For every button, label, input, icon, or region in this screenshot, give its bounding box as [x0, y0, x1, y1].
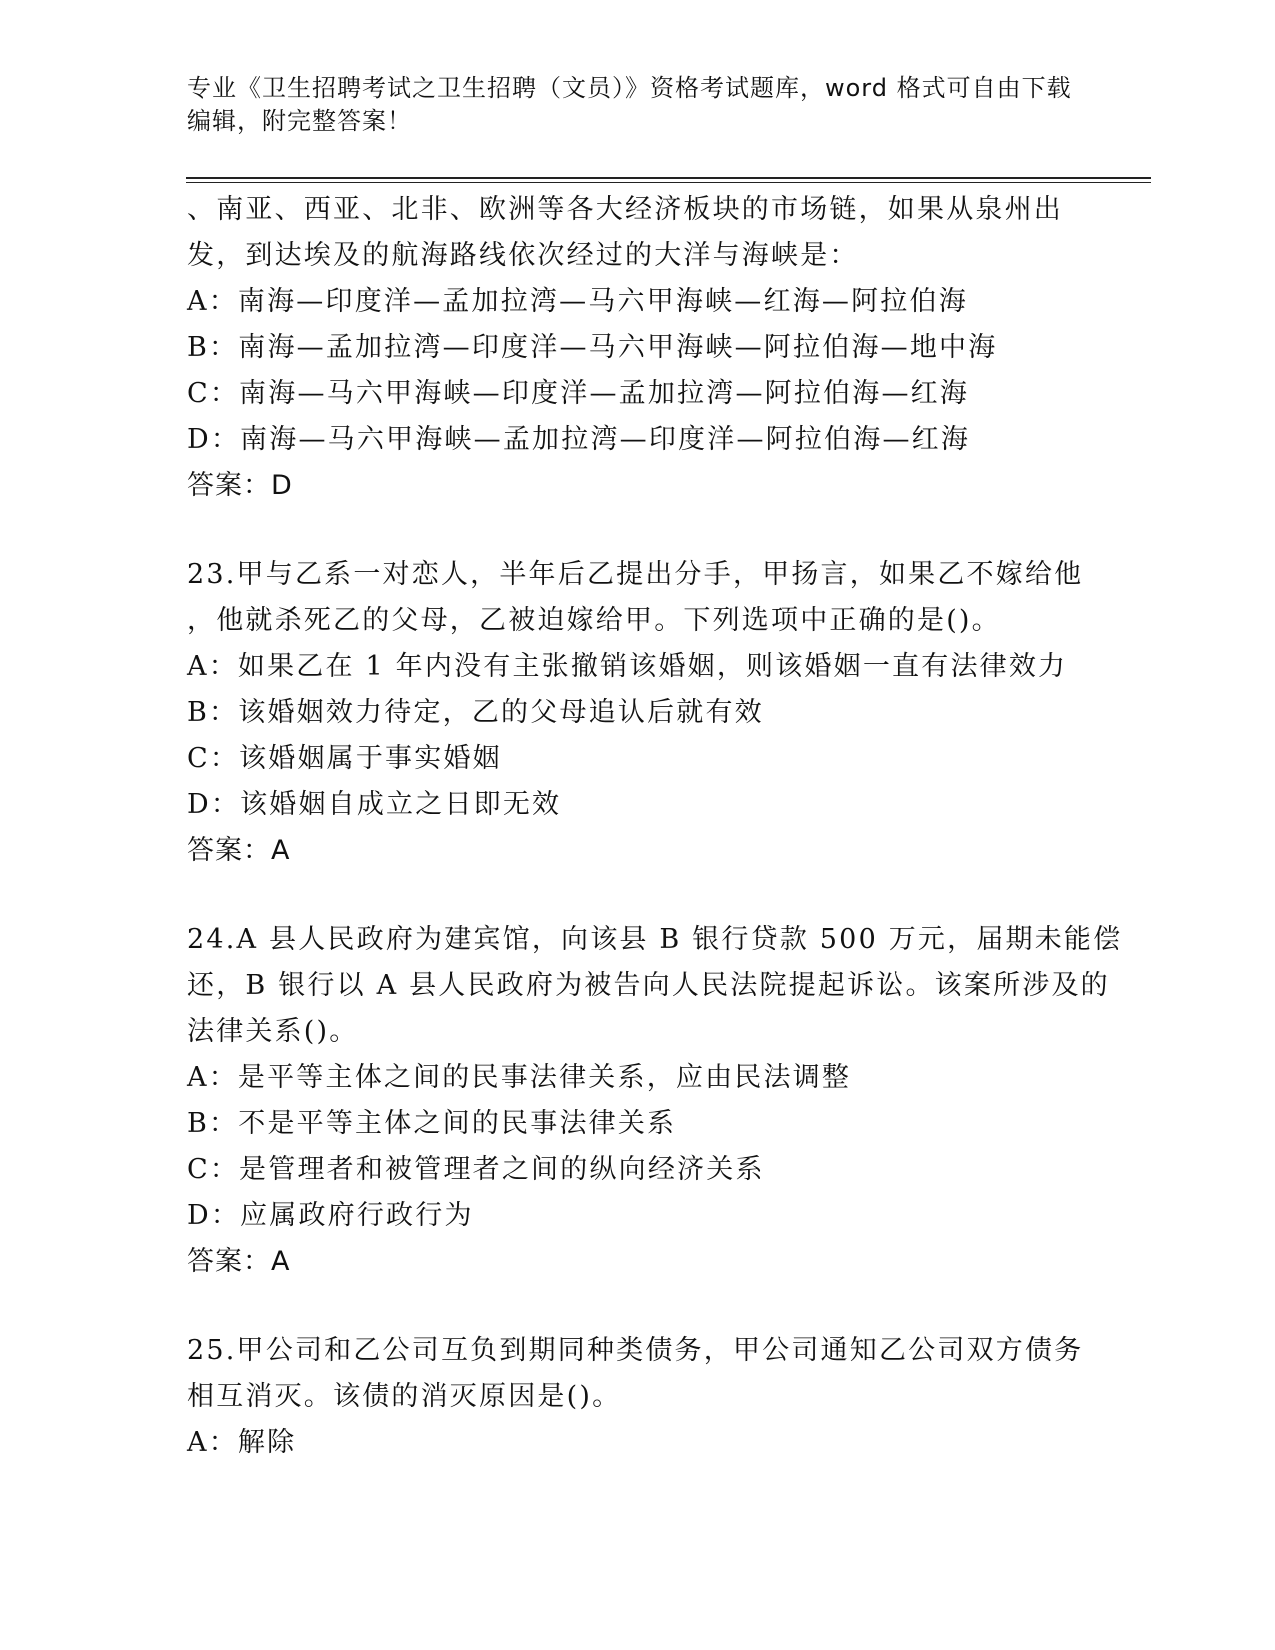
- question-23: [187, 552, 1087, 874]
- answer-label: 答案：D: [187, 470, 293, 501]
- option-b: B：该婚姻效力待定，乙的父母追认后就有效: [187, 697, 764, 728]
- option-a: A：是平等主体之间的民事法律关系，应由民法调整: [187, 1062, 852, 1093]
- answer-label: 答案：A: [187, 1246, 291, 1277]
- header-divider-top: [186, 177, 1151, 179]
- option-c: C：南海—马六甲海峡—印度洋—孟加拉湾—阿拉伯海—红海: [187, 378, 970, 409]
- spacer: [187, 1285, 1087, 1328]
- option-a: A：如果乙在 1 年内没有主张撤销该婚姻，则该婚姻一直有法律效力: [187, 651, 1068, 682]
- question-22: [187, 187, 1087, 509]
- option-a: A：南海—印度洋—孟加拉湾—马六甲海峡—红海—阿拉伯海: [187, 286, 968, 317]
- option-a: A：解除: [187, 1427, 297, 1458]
- spacer: [187, 509, 1087, 552]
- question-list: [187, 187, 1123, 1466]
- question-stem-line: ，他就杀死乙的父母，乙被迫嫁给甲。下列选项中正确的是()。: [187, 605, 1001, 636]
- question-24: [187, 917, 1123, 1285]
- question-stem-line: 法律关系()。: [187, 1016, 359, 1047]
- header-line-1: 专业《卫生招聘考试之卫生招聘（文员）》资格考试题库，word 格式可自由下载: [187, 74, 1072, 102]
- header-divider-bottom: [186, 182, 1151, 183]
- question-stem-line: 23.甲与乙系一对恋人，半年后乙提出分手，甲扬言，如果乙不嫁给他: [187, 559, 1084, 590]
- option-d: D：该婚姻自成立之日即无效: [187, 789, 562, 820]
- option-d: D：南海—马六甲海峡—孟加拉湾—印度洋—阿拉伯海—红海: [187, 424, 971, 455]
- question-stem-line: 发，到达埃及的航海路线依次经过的大洋与海峡是：: [187, 240, 859, 271]
- question-stem-line: 、南亚、西亚、北非、欧洲等各大经济板块的市场链，如果从泉州出: [187, 194, 1063, 225]
- option-c: C：该婚姻属于事实婚姻: [187, 743, 502, 774]
- option-b: B：南海—孟加拉湾—印度洋—马六甲海峡—阿拉伯海—地中海: [187, 332, 998, 363]
- question-25: [187, 1328, 1087, 1466]
- spacer: [187, 874, 1087, 917]
- option-b: B：不是平等主体之间的民事法律关系: [187, 1108, 677, 1139]
- answer-label: 答案：A: [187, 835, 291, 866]
- question-stem-line: 还，B 银行以 A 县人民政府为被告向人民法院提起诉讼。该案所涉及的: [187, 970, 1110, 1001]
- question-stem-line: 25.甲公司和乙公司互负到期同种类债务，甲公司通知乙公司双方债务: [187, 1335, 1084, 1366]
- option-d: D：应属政府行政行为: [187, 1200, 474, 1231]
- option-c: C：是管理者和被管理者之间的纵向经济关系: [187, 1154, 765, 1185]
- question-stem-line: 相互消灭。该债的消灭原因是()。: [187, 1381, 622, 1412]
- question-stem-line: 24.A 县人民政府为建宾馆，向该县 B 银行贷款 500 万元，届期未能偿: [187, 924, 1123, 955]
- header-line-2: 编辑，附完整答案！: [187, 107, 412, 135]
- document-header: [187, 72, 1087, 138]
